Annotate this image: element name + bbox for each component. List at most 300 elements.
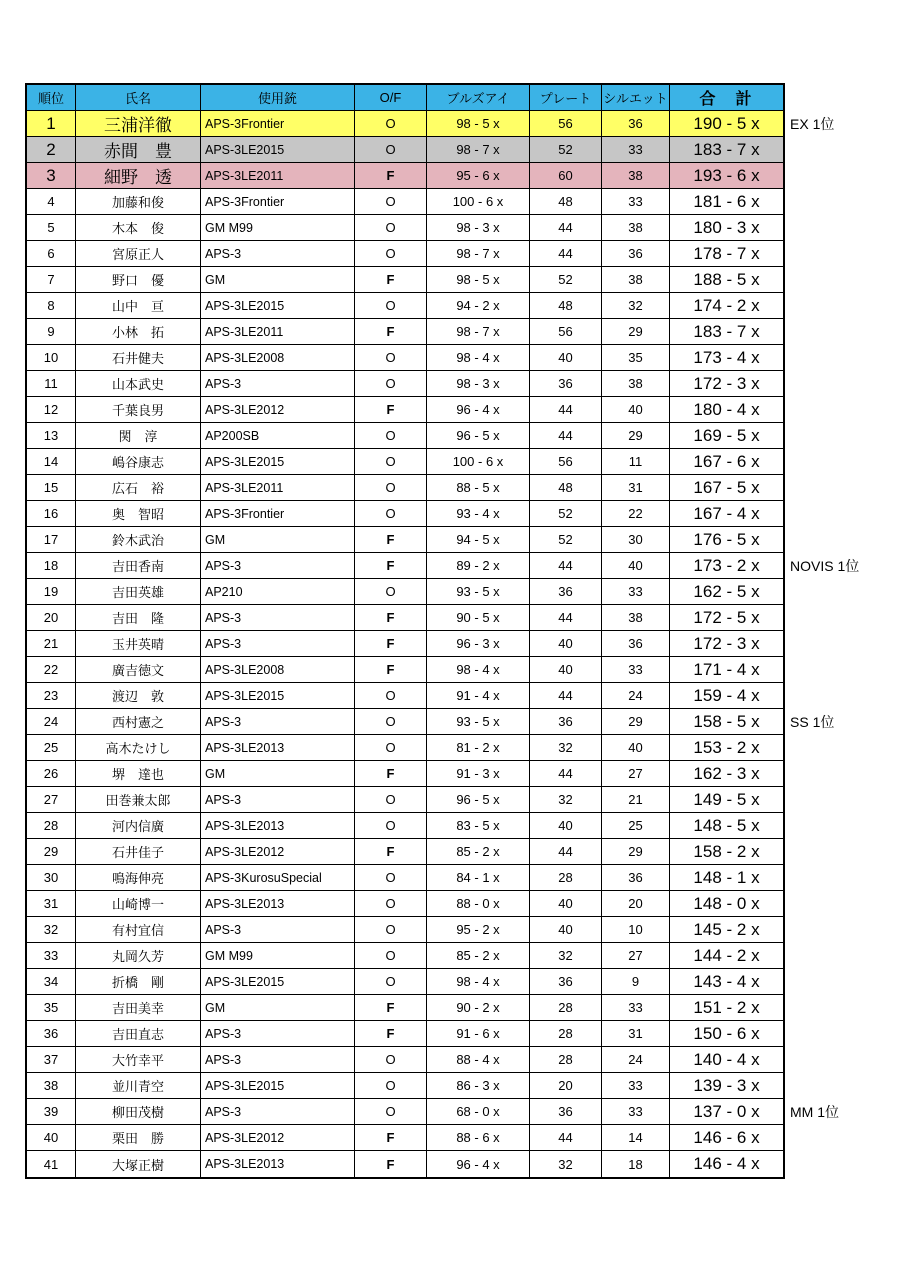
gun-cell: APS-3 [201, 605, 355, 631]
bullseye-cell: 88 - 5 x [427, 475, 530, 501]
plate-cell: 52 [530, 137, 602, 163]
table-row [27, 423, 783, 449]
total-cell: 180 - 4 x [670, 397, 783, 423]
of-cell: O [355, 579, 427, 605]
of-cell: O [355, 345, 427, 371]
gun-cell: APS-3LE2015 [201, 1073, 355, 1099]
bullseye-cell: 86 - 3 x [427, 1073, 530, 1099]
gun-cell: APS-3 [201, 241, 355, 267]
of-cell: O [355, 1047, 427, 1073]
total-cell: 153 - 2 x [670, 735, 783, 761]
silhouette-cell: 33 [602, 579, 670, 605]
of-cell: O [355, 241, 427, 267]
plate-cell: 52 [530, 501, 602, 527]
rank-cell: 1 [27, 111, 76, 137]
silhouette-cell: 33 [602, 137, 670, 163]
name-cell: 吉田香南 [76, 553, 201, 579]
total-cell: 169 - 5 x [670, 423, 783, 449]
name-cell: 吉田美幸 [76, 995, 201, 1021]
gun-cell: AP210 [201, 579, 355, 605]
of-cell: O [355, 293, 427, 319]
table-header-row [27, 85, 783, 111]
total-cell: 162 - 3 x [670, 761, 783, 787]
rank-cell: 24 [27, 709, 76, 735]
plate-cell: 28 [530, 995, 602, 1021]
silhouette-cell: 38 [602, 163, 670, 189]
total-cell: 139 - 3 x [670, 1073, 783, 1099]
total-cell: 162 - 5 x [670, 579, 783, 605]
gun-cell: APS-3Frontier [201, 189, 355, 215]
plate-cell: 28 [530, 1047, 602, 1073]
header-of: O/F [355, 85, 427, 111]
of-cell: F [355, 1125, 427, 1151]
name-cell: 栗田 勝 [76, 1125, 201, 1151]
rank-cell: 41 [27, 1151, 76, 1177]
bullseye-cell: 68 - 0 x [427, 1099, 530, 1125]
plate-cell: 44 [530, 423, 602, 449]
name-cell: 奥 智昭 [76, 501, 201, 527]
table-row [27, 1073, 783, 1099]
total-cell: 159 - 4 x [670, 683, 783, 709]
bullseye-cell: 84 - 1 x [427, 865, 530, 891]
of-cell: F [355, 163, 427, 189]
table-row [27, 943, 783, 969]
rank-cell: 34 [27, 969, 76, 995]
table-row [27, 605, 783, 631]
total-cell: 149 - 5 x [670, 787, 783, 813]
table-row [27, 683, 783, 709]
silhouette-cell: 38 [602, 605, 670, 631]
rank-cell: 16 [27, 501, 76, 527]
bullseye-cell: 91 - 3 x [427, 761, 530, 787]
table-row [27, 813, 783, 839]
gun-cell: APS-3 [201, 787, 355, 813]
name-cell: 石井佳子 [76, 839, 201, 865]
rank-cell: 26 [27, 761, 76, 787]
plate-cell: 60 [530, 163, 602, 189]
name-cell: 並川青空 [76, 1073, 201, 1099]
table-row [27, 1151, 783, 1177]
gun-cell: APS-3LE2011 [201, 163, 355, 189]
category-annotation: NOVIS 1位 [790, 558, 860, 574]
table-row [27, 345, 783, 371]
bullseye-cell: 98 - 5 x [427, 267, 530, 293]
total-cell: 148 - 1 x [670, 865, 783, 891]
rank-cell: 19 [27, 579, 76, 605]
table-row [27, 475, 783, 501]
total-cell: 178 - 7 x [670, 241, 783, 267]
rank-cell: 21 [27, 631, 76, 657]
plate-cell: 52 [530, 527, 602, 553]
results-table [25, 83, 860, 1179]
of-cell: F [355, 605, 427, 631]
rank-cell: 28 [27, 813, 76, 839]
table-row [27, 137, 783, 163]
of-cell: F [355, 631, 427, 657]
gun-cell: GM M99 [201, 943, 355, 969]
total-cell: 167 - 6 x [670, 449, 783, 475]
bullseye-cell: 83 - 5 x [427, 813, 530, 839]
name-cell: 吉田直志 [76, 1021, 201, 1047]
name-cell: 山本武史 [76, 371, 201, 397]
total-cell: 158 - 2 x [670, 839, 783, 865]
bullseye-cell: 98 - 3 x [427, 371, 530, 397]
table-row [27, 839, 783, 865]
bullseye-cell: 96 - 4 x [427, 1151, 530, 1177]
bullseye-cell: 88 - 0 x [427, 891, 530, 917]
name-cell: 加藤和俊 [76, 189, 201, 215]
table-row [27, 241, 783, 267]
header-name: 氏名 [76, 85, 201, 111]
gun-cell: GM [201, 267, 355, 293]
total-cell: 146 - 6 x [670, 1125, 783, 1151]
table-row [27, 735, 783, 761]
table-row [27, 371, 783, 397]
rank-cell: 15 [27, 475, 76, 501]
total-cell: 146 - 4 x [693, 1154, 760, 1173]
bullseye-cell: 98 - 5 x [427, 111, 530, 137]
total-cell: 193 - 6 x [670, 163, 783, 189]
plate-cell: 44 [530, 553, 602, 579]
silhouette-cell: 25 [602, 813, 670, 839]
rank-cell: 32 [27, 917, 76, 943]
silhouette-cell: 11 [602, 449, 670, 475]
of-cell: F [355, 995, 427, 1021]
bullseye-cell: 100 - 6 x [427, 189, 530, 215]
of-cell: F [355, 657, 427, 683]
plate-cell: 40 [530, 631, 602, 657]
plate-cell: 20 [530, 1073, 602, 1099]
silhouette-cell: 24 [602, 1047, 670, 1073]
of-cell: O [355, 137, 427, 163]
bullseye-cell: 85 - 2 x [427, 839, 530, 865]
total-cell: 174 - 2 x [670, 293, 783, 319]
category-annotation: SS 1位 [790, 714, 835, 730]
silhouette-cell: 10 [602, 917, 670, 943]
rank-cell: 27 [27, 787, 76, 813]
total-cell: 172 - 3 x [670, 371, 783, 397]
of-cell: O [355, 865, 427, 891]
table-row [27, 1021, 783, 1047]
total-cell: 172 - 5 x [670, 605, 783, 631]
rank-cell: 2 [27, 137, 76, 163]
plate-cell: 40 [530, 813, 602, 839]
bullseye-cell: 93 - 5 x [427, 709, 530, 735]
plate-cell: 36 [530, 1099, 602, 1125]
silhouette-cell: 27 [602, 761, 670, 787]
table-row [27, 787, 783, 813]
gun-cell: APS-3 [201, 1099, 355, 1125]
name-cell: 赤間 豊 [76, 137, 201, 163]
name-cell: 河内信廣 [76, 813, 201, 839]
of-cell: F [355, 527, 427, 553]
silhouette-cell: 40 [602, 735, 670, 761]
gun-cell: APS-3 [201, 631, 355, 657]
name-cell: 吉田 隆 [76, 605, 201, 631]
table-row [27, 215, 783, 241]
name-cell: 有村宜信 [76, 917, 201, 943]
name-cell: 高木たけし [76, 735, 201, 761]
bullseye-cell: 95 - 6 x [427, 163, 530, 189]
bullseye-cell: 98 - 7 x [427, 137, 530, 163]
silhouette-cell: 38 [602, 267, 670, 293]
silhouette-cell: 36 [602, 865, 670, 891]
bullseye-cell: 98 - 7 x [427, 319, 530, 345]
of-cell: F [355, 553, 427, 579]
rank-cell: 9 [27, 319, 76, 345]
silhouette-cell: 40 [602, 397, 670, 423]
bullseye-cell: 94 - 2 x [427, 293, 530, 319]
total-cell: 140 - 4 x [670, 1047, 783, 1073]
total-cell: 171 - 4 x [670, 657, 783, 683]
bullseye-cell: 91 - 4 x [427, 683, 530, 709]
total-cell: 167 - 5 x [670, 475, 783, 501]
total-cell: 190 - 5 x [670, 111, 783, 137]
total-cell: 145 - 2 x [670, 917, 783, 943]
silhouette-cell: 33 [602, 1099, 670, 1125]
silhouette-cell: 22 [602, 501, 670, 527]
silhouette-cell: 38 [602, 215, 670, 241]
name-cell: 宮原正人 [76, 241, 201, 267]
bullseye-cell: 90 - 5 x [427, 605, 530, 631]
silhouette-cell: 21 [602, 787, 670, 813]
bullseye-cell: 98 - 4 x [427, 345, 530, 371]
plate-cell: 40 [530, 917, 602, 943]
table-row [27, 969, 783, 995]
of-cell: O [355, 475, 427, 501]
total-cell: 148 - 0 x [670, 891, 783, 917]
rank-cell: 31 [27, 891, 76, 917]
gun-cell: APS-3LE2011 [201, 319, 355, 345]
gun-cell: APS-3LE2015 [201, 137, 355, 163]
rank-cell: 11 [27, 371, 76, 397]
bullseye-cell: 98 - 4 x [427, 657, 530, 683]
of-cell: O [355, 969, 427, 995]
bullseye-cell: 98 - 4 x [427, 969, 530, 995]
name-cell: 廣吉徳文 [76, 657, 201, 683]
bullseye-cell: 96 - 4 x [427, 397, 530, 423]
bullseye-cell: 91 - 6 x [427, 1021, 530, 1047]
plate-cell: 36 [530, 371, 602, 397]
header-silhouette: シルエット [602, 85, 670, 111]
table-row [27, 761, 783, 787]
rank-cell: 20 [27, 605, 76, 631]
silhouette-cell: 9 [602, 969, 670, 995]
plate-cell: 44 [530, 241, 602, 267]
rank-cell: 10 [27, 345, 76, 371]
of-cell: O [355, 917, 427, 943]
silhouette-cell: 38 [602, 371, 670, 397]
name-cell: 山中 亘 [76, 293, 201, 319]
name-cell: 細野 透 [76, 163, 201, 189]
gun-cell: GM [201, 995, 355, 1021]
total-cell: 172 - 3 x [670, 631, 783, 657]
of-cell: O [355, 189, 427, 215]
of-cell: O [355, 891, 427, 917]
silhouette-cell: 40 [602, 553, 670, 579]
name-cell: 木本 俊 [76, 215, 201, 241]
name-cell: 鳴海伸亮 [76, 865, 201, 891]
silhouette-cell: 29 [602, 709, 670, 735]
plate-cell: 32 [530, 735, 602, 761]
header-bullseye: ブルズアイ [427, 85, 530, 111]
total-cell: 148 - 5 x [670, 813, 783, 839]
gun-cell: APS-3 [201, 1047, 355, 1073]
gun-cell: APS-3 [201, 371, 355, 397]
total-cell: 143 - 4 x [670, 969, 783, 995]
total-cell: 183 - 7 x [670, 137, 783, 163]
plate-cell: 48 [530, 293, 602, 319]
gun-cell: APS-3LE2015 [201, 683, 355, 709]
of-cell: O [355, 813, 427, 839]
total-cell: 181 - 6 x [670, 189, 783, 215]
total-cell: 167 - 4 x [670, 501, 783, 527]
table-row [27, 527, 783, 553]
name-cell: 柳田茂樹 [76, 1099, 201, 1125]
plate-cell: 52 [530, 267, 602, 293]
table-row [27, 709, 835, 735]
silhouette-cell: 31 [602, 475, 670, 501]
of-cell: F [355, 839, 427, 865]
of-cell: F [355, 397, 427, 423]
gun-cell: APS-3Frontier [201, 501, 355, 527]
of-cell: O [355, 423, 427, 449]
rank-cell: 8 [27, 293, 76, 319]
gun-cell: GM M99 [201, 215, 355, 241]
bullseye-cell: 89 - 2 x [427, 553, 530, 579]
gun-cell: APS-3LE2013 [201, 891, 355, 917]
silhouette-cell: 20 [602, 891, 670, 917]
gun-cell: APS-3LE2011 [201, 475, 355, 501]
total-cell: 188 - 5 x [670, 267, 783, 293]
gun-cell: APS-3LE2012 [201, 397, 355, 423]
gun-cell: APS-3LE2015 [201, 293, 355, 319]
of-cell: O [355, 683, 427, 709]
silhouette-cell: 36 [602, 241, 670, 267]
name-cell: 関 淳 [76, 423, 201, 449]
total-cell: 137 - 0 x [670, 1099, 783, 1125]
table-row [27, 553, 860, 579]
table-row [27, 995, 783, 1021]
header-rank: 順位 [27, 85, 76, 111]
silhouette-cell: 31 [602, 1021, 670, 1047]
header-total: 合 計 [670, 85, 783, 111]
table-row [27, 891, 783, 917]
bullseye-cell: 93 - 4 x [427, 501, 530, 527]
silhouette-cell: 36 [602, 631, 670, 657]
silhouette-cell: 35 [602, 345, 670, 371]
rank-cell: 39 [27, 1099, 76, 1125]
silhouette-cell: 18 [602, 1151, 670, 1177]
plate-cell: 28 [530, 865, 602, 891]
bullseye-cell: 94 - 5 x [427, 527, 530, 553]
rank-cell: 30 [27, 865, 76, 891]
total-cell: 151 - 2 x [670, 995, 783, 1021]
gun-cell: APS-3 [201, 1021, 355, 1047]
of-cell: F [355, 1021, 427, 1047]
rank-cell: 40 [27, 1125, 76, 1151]
silhouette-cell: 27 [602, 943, 670, 969]
table-row [27, 111, 835, 137]
total-cell: 183 - 7 x [670, 319, 783, 345]
gun-cell: GM [201, 761, 355, 787]
plate-cell: 44 [530, 839, 602, 865]
plate-cell: 56 [530, 111, 602, 137]
total-cell: 158 - 5 x [670, 709, 783, 735]
of-cell: O [355, 943, 427, 969]
table-row [27, 579, 783, 605]
plate-cell: 28 [530, 1021, 602, 1047]
rank-cell: 37 [27, 1047, 76, 1073]
table-row [27, 397, 783, 423]
table-row [27, 501, 783, 527]
of-cell: O [355, 501, 427, 527]
rank-cell: 12 [27, 397, 76, 423]
total-cell: 173 - 2 x [670, 553, 783, 579]
rank-cell: 17 [27, 527, 76, 553]
gun-cell: APS-3 [201, 709, 355, 735]
name-cell: 大竹幸平 [76, 1047, 201, 1073]
bullseye-cell: 100 - 6 x [427, 449, 530, 475]
total-cell: 150 - 6 x [670, 1021, 783, 1047]
gun-cell: APS-3 [201, 917, 355, 943]
total-cell: 144 - 2 x [670, 943, 783, 969]
plate-cell: 56 [530, 449, 602, 475]
gun-cell: AP200SB [201, 423, 355, 449]
rank-cell: 5 [27, 215, 76, 241]
gun-cell: APS-3LE2013 [201, 735, 355, 761]
name-cell: 大塚正樹 [76, 1151, 201, 1177]
gun-cell: APS-3LE2012 [201, 839, 355, 865]
silhouette-cell: 33 [602, 657, 670, 683]
plate-cell: 44 [530, 1125, 602, 1151]
silhouette-cell: 33 [602, 1073, 670, 1099]
of-cell: O [355, 1099, 427, 1125]
bullseye-cell: 88 - 6 x [427, 1125, 530, 1151]
gun-cell: APS-3LE2008 [201, 657, 355, 683]
bullseye-cell: 90 - 2 x [427, 995, 530, 1021]
of-cell: F [355, 267, 427, 293]
bullseye-cell: 98 - 3 x [427, 215, 530, 241]
name-cell: 三浦洋徹 [76, 111, 201, 137]
table-row [27, 163, 783, 189]
gun-cell: GM [201, 527, 355, 553]
name-cell: 吉田英雄 [76, 579, 201, 605]
total-cell: 176 - 5 x [670, 527, 783, 553]
name-cell: 千葉良男 [76, 397, 201, 423]
table-body [27, 111, 860, 1177]
silhouette-cell: 36 [602, 111, 670, 137]
rank-cell: 3 [27, 163, 76, 189]
rank-cell: 38 [27, 1073, 76, 1099]
bullseye-cell: 88 - 4 x [427, 1047, 530, 1073]
of-cell: O [355, 215, 427, 241]
bullseye-cell: 81 - 2 x [427, 735, 530, 761]
gun-cell: APS-3LE2012 [201, 1125, 355, 1151]
plate-cell: 44 [530, 397, 602, 423]
plate-cell: 32 [530, 943, 602, 969]
plate-cell: 40 [530, 657, 602, 683]
table-row [27, 293, 783, 319]
bullseye-cell: 96 - 5 x [427, 787, 530, 813]
gun-cell: APS-3Frontier [201, 111, 355, 137]
silhouette-cell: 30 [602, 527, 670, 553]
of-cell: O [355, 449, 427, 475]
rank-cell: 6 [27, 241, 76, 267]
name-cell: 鈴木武治 [76, 527, 201, 553]
of-cell: O [355, 735, 427, 761]
plate-cell: 44 [530, 761, 602, 787]
